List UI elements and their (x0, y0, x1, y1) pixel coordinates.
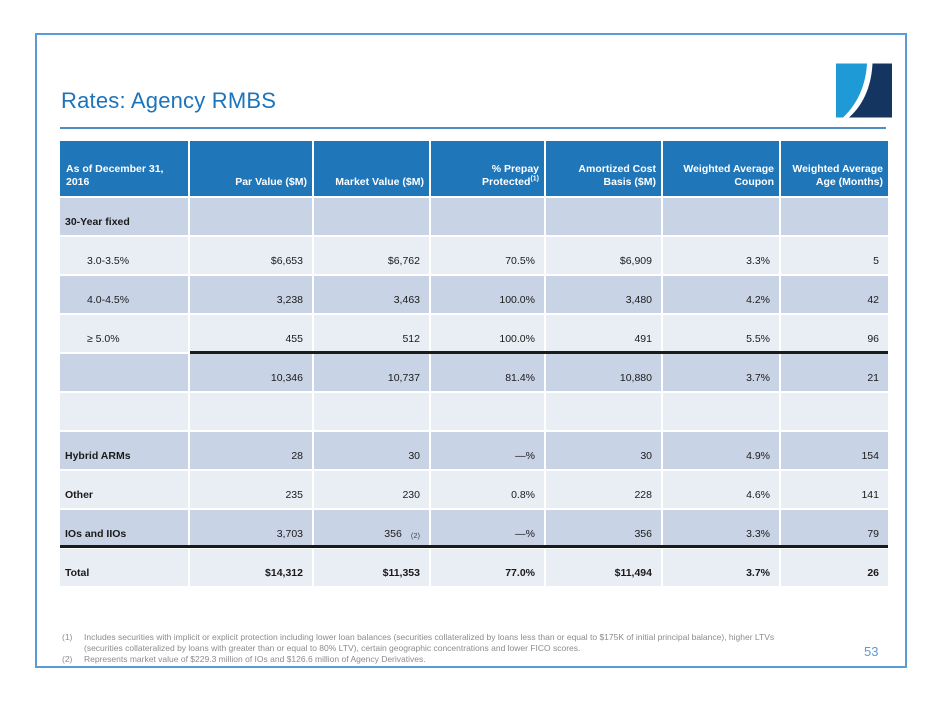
row-label: IOs and IIOs (60, 510, 188, 547)
total-rule (60, 545, 888, 548)
cell: 154 (781, 432, 888, 469)
footnote-text: Includes securities with implicit or explicit protection including lower loan balances (securities collateralized by loans less than or equal to $175K of initial principal balance), higher LTVs (securities collateralized by loans with greater than or equal to 80% LTV), certain geographic concentrations and lower FICO scores. (84, 632, 775, 654)
cell: 30 (314, 432, 429, 469)
row-label: Hybrid ARMs (60, 432, 188, 469)
footnote-marker: (2) (62, 654, 73, 665)
footnote-text: Represents market value of $229.3 million of IOs and $126.6 million of Agency Derivatives. (84, 654, 426, 665)
row-label: 3.0-3.5% (60, 237, 188, 274)
cell (190, 198, 312, 235)
cell: 100.0% (431, 276, 544, 313)
cell: 10,346 (190, 354, 312, 391)
cell: 4.2% (663, 276, 779, 313)
title-divider (60, 127, 886, 129)
cell: 3,480 (546, 276, 661, 313)
cell: 3.3% (663, 510, 779, 547)
column-header: Amortized Cost Basis ($M) (546, 141, 661, 196)
cell: —% (431, 510, 544, 547)
cell: $14,312 (190, 549, 312, 586)
footnotes (62, 632, 802, 666)
cell: 100.0% (431, 315, 544, 352)
cell: 3.7% (663, 549, 779, 586)
cell (431, 198, 544, 235)
cell: 26 (781, 549, 888, 586)
cell: —% (431, 432, 544, 469)
cell: 512 (314, 315, 429, 352)
column-header: Market Value ($M) (314, 141, 429, 196)
cell: $6,653 (190, 237, 312, 274)
row-label (60, 354, 188, 391)
column-header: Par Value ($M) (190, 141, 312, 196)
footnote-1 (62, 632, 802, 654)
cell: 81.4% (431, 354, 544, 391)
footnote-marker: (1) (62, 632, 73, 642)
cell: 356 (546, 510, 661, 547)
cell: 491 (546, 315, 661, 352)
cell: 230 (314, 471, 429, 508)
row-label: 30-Year fixed (60, 198, 188, 235)
row-label: 4.0-4.5% (60, 276, 188, 313)
cell: 4.9% (663, 432, 779, 469)
row-label: Total (60, 549, 188, 586)
cell (663, 393, 779, 430)
footnote-2 (62, 654, 802, 665)
cell (190, 393, 312, 430)
company-logo-icon (836, 63, 892, 118)
cell: 28 (190, 432, 312, 469)
cell: 3.3% (663, 237, 779, 274)
table-grid (60, 141, 888, 586)
cell: 228 (546, 471, 661, 508)
row-label: ≥ 5.0% (60, 315, 188, 352)
cell: 5 (781, 237, 888, 274)
cell (546, 198, 661, 235)
cell: 0.8% (431, 471, 544, 508)
cell: 77.0% (431, 549, 544, 586)
cell: 4.6% (663, 471, 779, 508)
column-header: % Prepay Protected$^{(1)}$ (431, 141, 544, 196)
cell: 30 (546, 432, 661, 469)
column-header: As of December 31, 2016 (60, 141, 188, 196)
cell (431, 393, 544, 430)
cell: 96 (781, 315, 888, 352)
cell: 3,238 (190, 276, 312, 313)
row-label (60, 393, 188, 430)
cell: 455 (190, 315, 312, 352)
subtotal-rule (190, 351, 888, 354)
cell: $6,762 (314, 237, 429, 274)
cell: $6,909 (546, 237, 661, 274)
cell (663, 198, 779, 235)
cell: 70.5% (431, 237, 544, 274)
cell: 356 (2) (314, 510, 429, 547)
column-header: Weighted Average Age (Months) (781, 141, 888, 196)
cell: 10,880 (546, 354, 661, 391)
column-header: Weighted Average Coupon (663, 141, 779, 196)
rmbs-table (60, 141, 888, 588)
page-title: Rates: Agency RMBS (61, 88, 277, 113)
cell: 5.5% (663, 315, 779, 352)
cell: 3.7% (663, 354, 779, 391)
cell: 42 (781, 276, 888, 313)
cell (314, 198, 429, 235)
cell: $11,494 (546, 549, 661, 586)
cell (314, 393, 429, 430)
row-label: Other (60, 471, 188, 508)
cell: 3,463 (314, 276, 429, 313)
cell: 21 (781, 354, 888, 391)
cell: 235 (190, 471, 312, 508)
cell: 79 (781, 510, 888, 547)
cell: 10,737 (314, 354, 429, 391)
cell: $11,353 (314, 549, 429, 586)
cell (546, 393, 661, 430)
page-number: 53 (864, 644, 879, 659)
cell: 3,703 (190, 510, 312, 547)
cell (781, 393, 888, 430)
cell (781, 198, 888, 235)
cell: 141 (781, 471, 888, 508)
